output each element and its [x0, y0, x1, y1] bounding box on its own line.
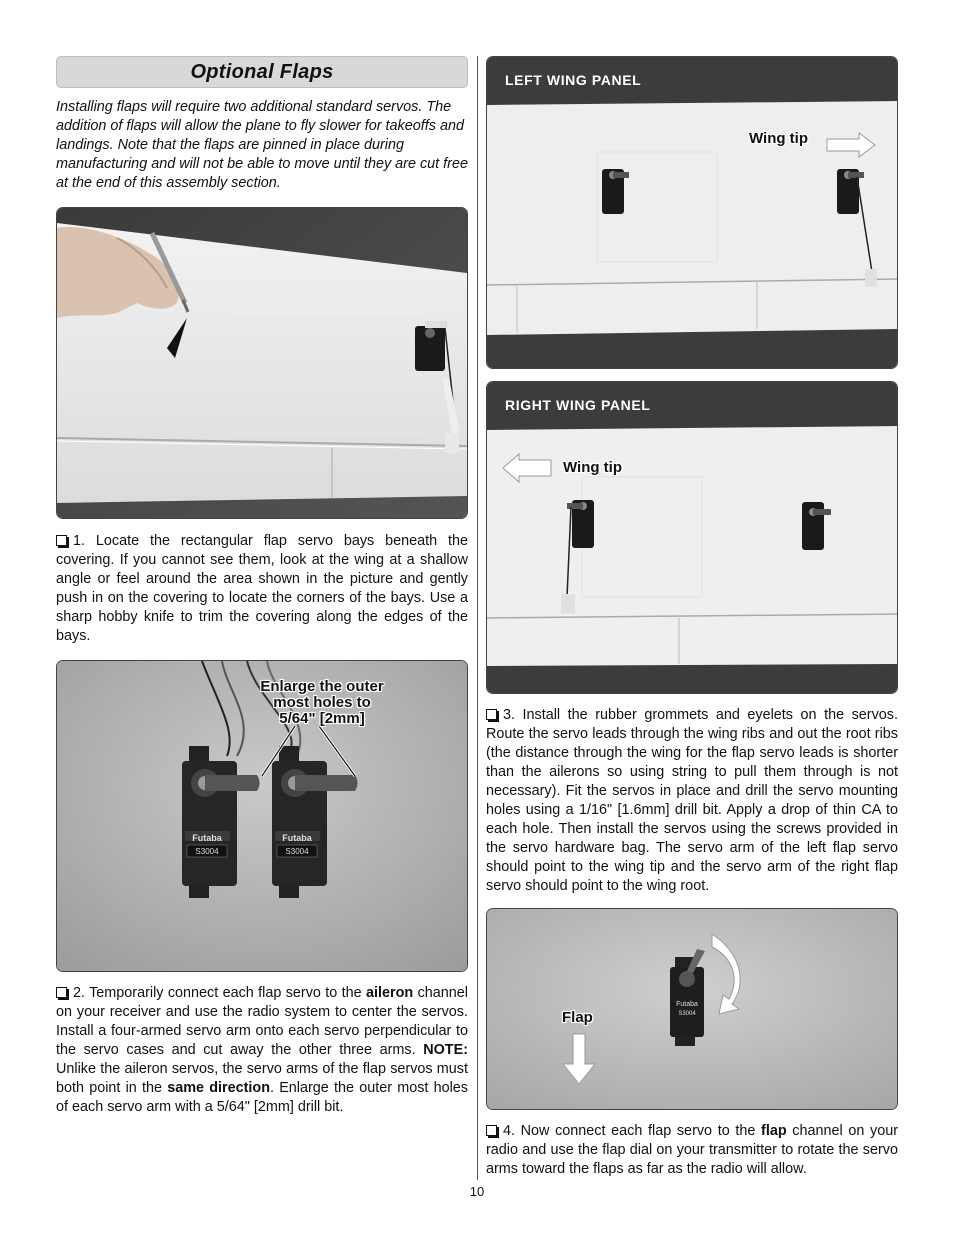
page-number: 10	[469, 1184, 485, 1199]
step-4-text: 4. Now connect each flap servo to the flap channel on your radio and use the flap dial on your transmitter to rotate the servo arms toward the flaps as far as the radio will allow.	[486, 1123, 898, 1177]
step-2-text: 2. Temporarily connect each flap servo to the aileron channel on your receiver and use the radio system to center the servos. Install a four-armed servo arm onto each servo perpendicular to the servo cases and cut away the other three arms. NOTE: Unlike the aileron servos, the servo arms of the flap servos must both point in the same direction. Enlarge the outer most holes of each servo arm with a 5/64" [2mm] drill bit.	[56, 985, 468, 1115]
left-wing-panel-header: LEFT WING PANEL	[505, 72, 642, 88]
column-divider	[477, 56, 478, 1180]
photo-cutting-covering	[56, 207, 468, 519]
left-column	[56, 56, 468, 1117]
right-column	[486, 56, 898, 1179]
flap-label: Flap	[562, 1009, 593, 1026]
photo-flap-direction	[486, 908, 898, 1110]
wing-tip-label: Wing tip	[563, 459, 623, 476]
svg-text:Futaba: Futaba	[192, 833, 222, 843]
servo-icon	[415, 321, 447, 371]
svg-text:Futaba: Futaba	[282, 833, 312, 843]
checkbox-icon[interactable]	[56, 535, 67, 546]
wing-tip-label: Wing tip	[749, 130, 809, 147]
servo-icon	[670, 957, 704, 1046]
section-title: Optional Flaps	[190, 60, 334, 83]
svg-text:S3004: S3004	[195, 847, 219, 856]
photo-left-wing-panel	[486, 56, 898, 369]
checkbox-icon[interactable]	[486, 709, 497, 720]
right-wing-panel-header: RIGHT WING PANEL	[505, 397, 651, 413]
photo-servo-arms	[56, 660, 468, 972]
step-3-text: 3. Install the rubber grommets and eyelets on the servos. Route the servo leads through the wing ribs and out the root ribs (the distance through the wing for the flap servo leads is shorter than the ailerons so using string to pull them through is not necessary). Fit the servos in place and drill the servo mounting holes using a 1/16" [1.6mm] drill bit. Apply a drop of thin CA to each hole. Then install the servos using the screws provided in the servo hardware bag. The servo arm of the left flap servo should point to the wing tip and the servo arm of the right flap servo should point to the wing root.	[486, 707, 898, 894]
svg-text:S3004: S3004	[285, 847, 309, 856]
intro-text: Installing flaps will require two additional standard servos. The addition of flaps will allow the plane to fly slower for takeoffs and landings. Note that the flaps are pinned in place during manufacturing and will not be able to move until they are cut free at the end of this assembly section.	[56, 99, 468, 191]
callout-enlarge-holes: Enlarge the outer most holes to 5/64" [2mm]	[260, 678, 384, 727]
section-title-bar	[56, 56, 468, 88]
checkbox-icon[interactable]	[486, 1125, 497, 1136]
svg-text:Futaba: Futaba	[676, 1001, 698, 1008]
svg-text:S3004: S3004	[678, 1011, 696, 1017]
checkbox-icon[interactable]	[56, 987, 67, 998]
step-1-text: 1. Locate the rectangular flap servo bays beneath the covering. If you cannot see them, look at the wing at a shallow angle or feel around the area shown in the picture and gently push in on the covering to locate the corners of the bays. Use a sharp hobby knife to trim the covering along the edges of the bays.	[56, 533, 468, 644]
photo-right-wing-panel	[486, 381, 898, 694]
